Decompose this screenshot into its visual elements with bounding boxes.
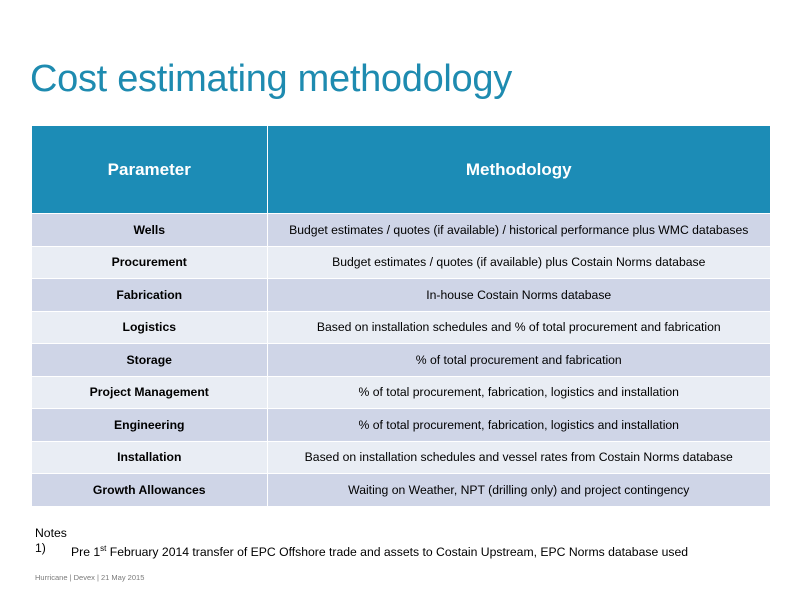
row-methodology: Budget estimates / quotes (if available) / historical performance plus WMC databases (267, 214, 770, 247)
note-superscript: st (100, 544, 107, 553)
table-row (32, 344, 770, 377)
table-row (32, 214, 770, 247)
row-parameter: Engineering (32, 409, 267, 442)
note-text (71, 541, 688, 560)
header-parameter: Parameter (32, 126, 267, 214)
slide-footer: Hurricane | Devex | 21 May 2015 (35, 573, 145, 582)
table-row (32, 246, 770, 279)
row-methodology: Based on installation schedules and vessel rates from Costain Norms database (267, 441, 770, 474)
row-methodology: % of total procurement, fabrication, logistics and installation (267, 376, 770, 409)
row-parameter: Wells (32, 214, 267, 247)
row-methodology: Budget estimates / quotes (if available) plus Costain Norms database (267, 246, 770, 279)
table-header-row (32, 126, 770, 214)
notes-section (35, 526, 688, 560)
row-parameter: Project Management (32, 376, 267, 409)
header-methodology: Methodology (267, 126, 770, 214)
row-methodology: % of total procurement and fabrication (267, 344, 770, 377)
row-parameter: Logistics (32, 311, 267, 344)
row-methodology: % of total procurement, fabrication, logistics and installation (267, 409, 770, 442)
table-row (32, 279, 770, 312)
row-parameter: Procurement (32, 246, 267, 279)
table-row (32, 409, 770, 442)
note-item (35, 541, 688, 560)
table-row (32, 311, 770, 344)
notes-heading: Notes (35, 526, 67, 540)
row-parameter: Installation (32, 441, 267, 474)
slide-title: Cost estimating methodology (30, 58, 512, 100)
note-text-after: February 2014 transfer of EPC Offshore trade and assets to Costain Upstream, EPC Norms database used (106, 545, 689, 560)
row-methodology: Waiting on Weather, NPT (drilling only) and project contingency (267, 474, 770, 506)
row-parameter: Storage (32, 344, 267, 377)
methodology-table (32, 126, 770, 506)
table-row (32, 474, 770, 506)
table-row (32, 376, 770, 409)
note-text-before: Pre 1 (71, 545, 101, 560)
row-methodology: Based on installation schedules and % of total procurement and fabrication (267, 311, 770, 344)
note-number: 1) (35, 541, 46, 555)
table-row (32, 441, 770, 474)
row-parameter: Growth Allowances (32, 474, 267, 506)
row-methodology: In-house Costain Norms database (267, 279, 770, 312)
row-parameter: Fabrication (32, 279, 267, 312)
